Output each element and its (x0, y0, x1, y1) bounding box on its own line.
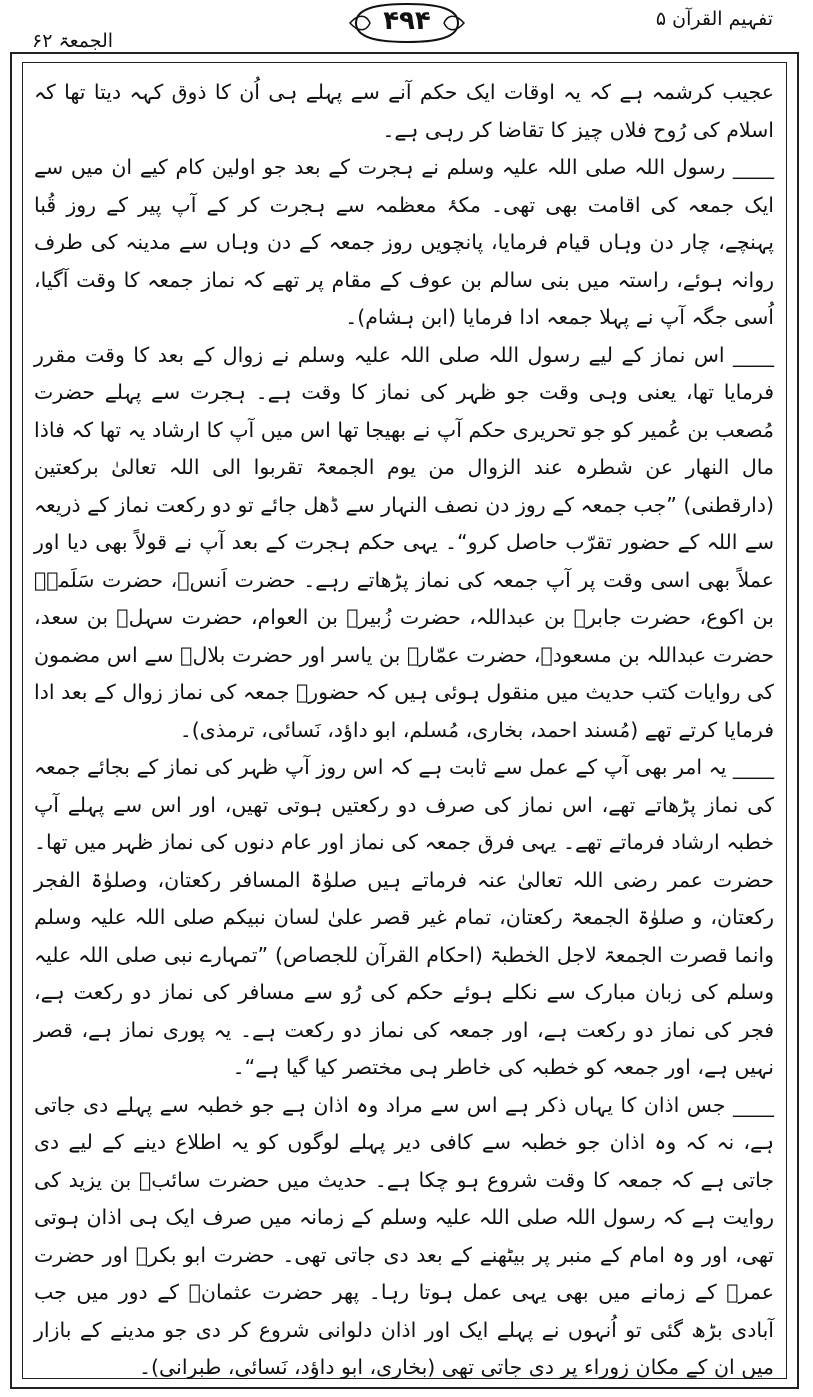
page-header (0, 0, 813, 52)
page-number: ۴۹۴ (383, 6, 431, 36)
paragraph-1: عجیب کرشمہ ہے کہ یہ اوقات ایک حکم آنے سے پہلے ہی اُن کا ذوق کہہ دیتا تھا کہ اسلام کی رُوح فلاں چیز کا تقاضا کر رہی ہے۔ (34, 80, 774, 142)
paragraph-4: ____ یہ امر بھی آپ کے عمل سے ثابت ہے کہ اس روز آپ ظہر کی نماز کے بجائے جمعہ کی نماز پڑھاتے تھے، اس نماز کی صرف دو رکعتیں ہوتی تھیں، اور اس سے پہلے آپ خطبہ ارشاد فرماتے تھے۔ یہی فرق جمعہ کی نماز اور عام دنوں کی نماز ظہر میں تھا۔ حضرت عمر رضی اللہ تعالیٰ عنہ فرماتے ہیں صلوٰۃ المسافر رکعتان، وصلوٰۃ الفجر رکعتان، و صلوٰۃ الجمعۃ رکعتان، تمام غیر قصر علیٰ لسان نبیکم صلی اللہ علیہ وسلم وانما قصرت الجمعۃ لاجل الخطبۃ (احکام القرآن للجصاص) ”تمہارے نبی صلی اللہ علیہ وسلم کی زبان مبارک سے نکلے ہوئے حکم کی رُو سے مسافر کی نماز دو رکعت ہے، فجر کی نماز دو رکعت ہے، اور جمعہ کی نماز دو رکعت ہے۔ یہ پوری نماز ہے، قصر نہیں ہے، اور جمعہ کو خطبہ کی خاطر ہی مختصر کیا گیا ہے“۔ (34, 755, 774, 1079)
paragraph-2: ____ رسول اللہ صلی اللہ علیہ وسلم نے ہجرت کے بعد جو اولین کام کیے ان میں سے ایک جمعہ کی اقامت بھی تھی۔ مکۂ معظمہ سے ہجرت کر کے آپ پیر کے روز قُبا پہنچے، چار دن وہاں قیام فرمایا، پانچویں روز جمعہ کے دن وہاں سے مدینہ کی طرف روانہ ہوئے، راستہ میں بنی سالم بن عوف کے مقام پر تھے کہ نماز جمعہ کا وقت آگیا، اُسی جگہ آپ نے پہلا جمعہ ادا فرمایا (ابن ہشام)۔ (34, 155, 774, 329)
paragraph-5: ____ جس اذان کا یہاں ذکر ہے اس سے مراد وہ اذان ہے جو خطبہ سے پہلے دی جاتی ہے، نہ کہ وہ اذان جو خطبہ سے کافی دیر پہلے لوگوں کو یہ اطلاع دینے کے لیے دی جاتی ہے کہ جمعہ کا وقت شروع ہو چکا ہے۔ حدیث میں حضرت سائبؓ بن یزید کی روایت ہے کہ رسول اللہ صلی اللہ علیہ وسلم کے زمانہ میں صرف ایک ہی اذان ہوتی تھی، اور وہ امام کے منبر پر بیٹھنے کے بعد دی جاتی تھی۔ حضرت ابو بکرؓ اور حضرت عمرؓ کے زمانے میں بھی یہی عمل ہوتا رہا۔ پھر حضرت عثمانؓ کے دور میں جب آبادی بڑھ گئی تو اُنہوں نے پہلے ایک اور اذان دلوانی شروع کر دی جو مدینے کے بازار میں ان کے مکان زوراء پر دی جاتی تھی (بخاری، ابو داؤد، نَسائی، طبرانی)۔ (34, 1092, 774, 1379)
page-number-badge (348, 0, 466, 46)
body-text (34, 74, 774, 1387)
paragraph-3: ____ اس نماز کے لیے رسول اللہ صلی اللہ علیہ وسلم نے زوال کے بعد کا وقت مقرر فرمایا تھا، یعنی وہی وقت جو ظہر کی نماز کا وقت ہے۔ ہجرت سے پہلے حضرت مُصعب بن عُمیر کو جو تحریری حکم آپ نے بھیجا تھا اس میں آپ کا ارشاد یہ تھا کہ فاذا مال النھار عن شطرہ عند الزوال من یوم الجمعۃ تقربوا الی اللہ تعالیٰ برکعتین (دارقطنی) ”جب جمعہ کے روز دن نصف النہار سے ڈھل جائے تو دو رکعت نماز کے ذریعہ سے اللہ کے حضور تقرّب حاصل کرو“۔ یہی حکم ہجرت کے بعد آپ نے قولاً بھی دیا اور عملاً بھی اسی وقت پر آپ جمعہ کی نماز پڑھاتے رہے۔ حضرت اَنسؓ، حضرت سَلَمہؓ بن اکوع، حضرت جابرؓ بن عبداللہ، حضرت زُبیرؓ بن العوام، حضرت سہلؓ بن سعد، حضرت عبداللہ بن مسعودؓ، حضرت عمّارؓ بن یاسر اور حضرت بلالؓ سے اس مضمون کی روایات کتب حدیث میں منقول ہوئی ہیں کہ حضورؐ جمعہ کی نماز زوال کے بعد ادا فرمایا کرتے تھے (مُسند احمد، بخاری، مُسلم، ابو داؤد، نَسائی، ترمذی)۔ (34, 342, 774, 742)
book-title: تفہیم القرآن ۵ (655, 8, 773, 30)
surah-name: الجمعۃ ۶۲ (32, 30, 114, 52)
